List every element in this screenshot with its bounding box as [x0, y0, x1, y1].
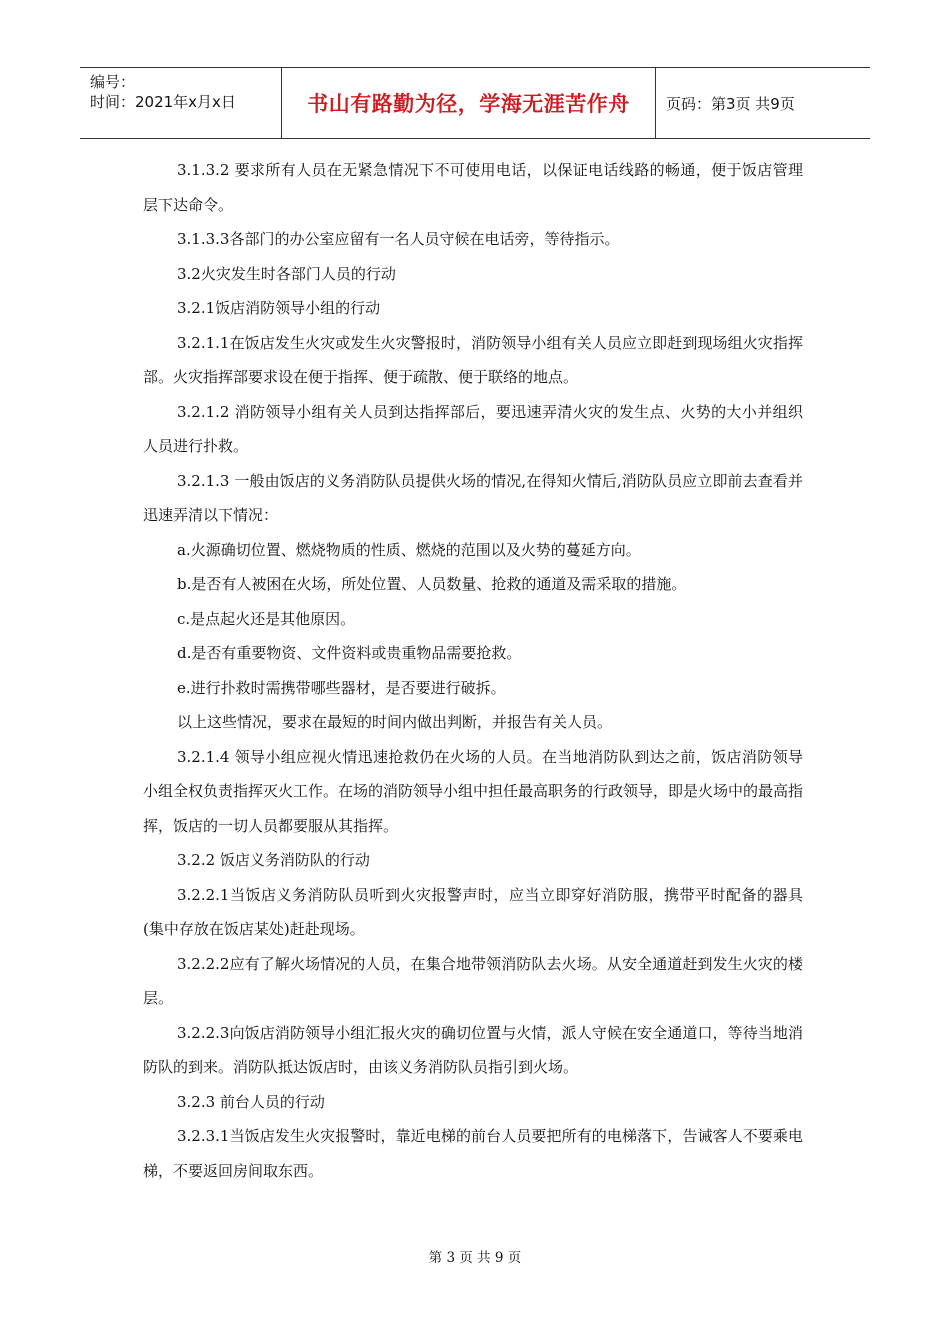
list-item: a.火源确切位置、燃烧物质的性质、燃烧的范围以及火势的蔓延方向。 [177, 540, 641, 559]
header-meta-cell [80, 68, 282, 138]
subsection-heading: 3.2.2 饭店义务消防队的行动 [177, 851, 370, 869]
paragraph: 3.2.1.3 一般由饭店的义务消防队员提供火场的情况,在得知火情后,消防队员应立即前去查看并迅速弄清以下情况： [143, 471, 803, 524]
subsection-heading: 3.2.3 前台人员的行动 [177, 1092, 325, 1111]
paragraph: 3.2.3.1当饭店发生火灾报警时，靠近电梯的前台人员要把所有的电梯落下，告诫客人不要乘电梯，不要返回房间取东西。 [143, 1127, 803, 1180]
list-item: c.是点起火还是其他原因。 [177, 609, 356, 628]
page-footer: 第 3 页 共 9 页 [428, 1250, 522, 1266]
paragraph: 3.2.1.1在饭店发生火灾或发生火灾警报时，消防领导小组有关人员应立即赶到现场组火灾指挥部。火灾指挥部要求设在便于指挥、便于疏散、便于联络的地点。 [143, 333, 803, 386]
document-body [143, 153, 803, 1188]
motto-text: 书山有路勤为径，学海无涯苦作舟 [307, 92, 630, 116]
list-item: e.进行扑救时需携带哪些器材，是否要进行破拆。 [177, 678, 506, 697]
section-heading: 3.2火灾发生时各部门人员的行动 [177, 264, 396, 283]
list-item: d.是否有重要物资、文件资料或贵重物品需要抢救。 [177, 644, 522, 662]
serial-label: 编号： [90, 73, 136, 91]
page-code: 页码：第3页 共9页 [666, 94, 795, 113]
header-motto-cell [282, 68, 656, 138]
header-table [80, 67, 870, 139]
subsection-heading: 3.2.1饭店消防领导小组的行动 [177, 299, 381, 317]
paragraph: 3.1.3.3各部门的办公室应留有一名人员守候在电话旁，等待指示。 [177, 230, 620, 248]
list-item: b.是否有人被困在火场，所处位置、人员数量、抢救的通道及需采取的措施。 [177, 575, 687, 593]
paragraph: 3.2.2.1当饭店义务消防队员听到火灾报警声时，应当立即穿好消防服，携带平时配备的器具(集中存放在饭店某处)赶赴现场。 [143, 885, 803, 938]
time-label: 时间：2021年x月x日 [90, 93, 236, 111]
paragraph: 3.2.2.2应有了解火场情况的人员，在集合地带领消防队去火场。从安全通道赶到发生火灾的楼层。 [143, 954, 803, 1007]
paragraph: 3.2.1.4 领导小组应视火情迅速抢救仍在火场的人员。在当地消防队到达之前，饭店消防领导小组全权负责指挥灭火工作。在场的消防领导小组中担任最高职务的行政领导，即是火场中的最高指挥，饭店的一切人员都要服从其指挥。 [143, 747, 804, 835]
paragraph: 3.2.2.3向饭店消防领导小组汇报火灾的确切位置与火情，派人守候在安全通道口，等待当地消防队的到来。消防队抵达饭店时，由该义务消防队员指引到火场。 [143, 1023, 803, 1076]
header-page-cell [656, 68, 870, 138]
paragraph: 以上这些情况，要求在最短的时间内做出判断，并报告有关人员。 [177, 713, 613, 731]
paragraph: 3.1.3.2 要求所有人员在无紧急情况下不可使用电话，以保证电话线路的畅通，便于饭店管理层下达命令。 [143, 161, 803, 214]
paragraph: 3.2.1.2 消防领导小组有关人员到达指挥部后，要迅速弄清火灾的发生点、火势的大小并组织人员进行扑救。 [143, 402, 803, 455]
